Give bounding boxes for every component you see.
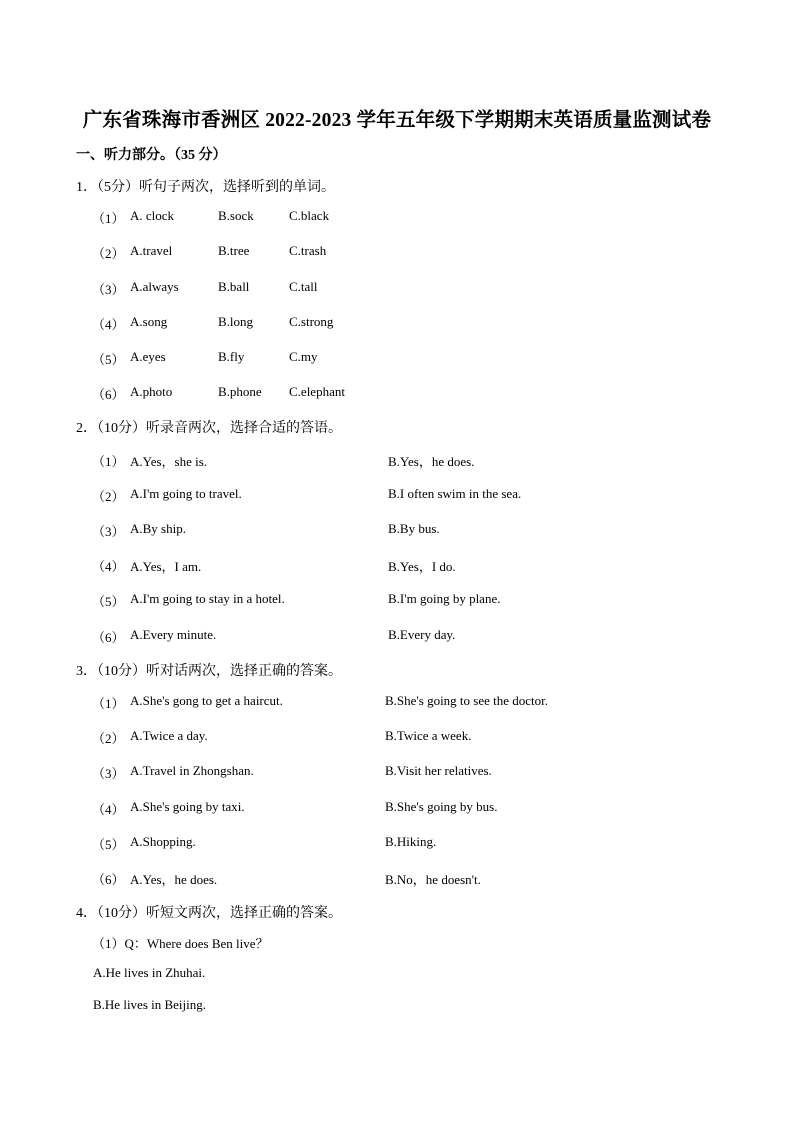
option-a: A.She's gong to get a haircut. (130, 693, 283, 708)
option-c: C.strong (289, 314, 334, 329)
item-number: （1） (92, 454, 125, 469)
option-a: A.I'm going to travel. (130, 486, 242, 501)
item-number: （3） (92, 524, 125, 539)
option-a: A.Shopping. (130, 834, 196, 849)
item-number: （1） (92, 696, 125, 711)
question-4-heading: 4．（10分）听短文两次，选择正确的答案。 (76, 906, 342, 921)
option-b: B.Visit her relatives. (385, 763, 492, 778)
option-a: A.Travel in Zhongshan. (130, 763, 254, 778)
option-b: B.No，he doesn't. (385, 872, 481, 887)
option-b: B.fly (218, 349, 245, 364)
option-b: B.She's going to see the doctor. (385, 693, 549, 708)
option-a: A.travel (130, 243, 173, 258)
option-b: B.By bus. (388, 521, 440, 536)
option-b: B.sock (218, 208, 254, 223)
question-1-heading: 1．（5分）听句子两次，选择听到的单词。 (76, 180, 335, 195)
option-a: A.Yes，she is. (130, 454, 208, 469)
item-number: （2） (92, 246, 125, 261)
option-b: B.She's going by bus. (385, 799, 498, 814)
section-heading-listening: 一、听力部分。（35 分） (76, 148, 227, 163)
option-b: B.Yes，I do. (388, 559, 456, 574)
option-c: C.trash (289, 243, 327, 258)
q4-option-a: A.He lives in Zhuhai. (93, 965, 206, 980)
option-a: A.By ship. (130, 521, 186, 536)
item-number: （2） (92, 731, 125, 746)
option-b: B.I often swim in the sea. (388, 486, 522, 501)
q4-subquestion-1: （1）Q：Where does Ben live？ (92, 936, 269, 951)
option-c: C.tall (289, 279, 318, 294)
item-number: （1） (92, 211, 125, 226)
item-number: （3） (92, 766, 125, 781)
option-a: A.Twice a day. (130, 728, 208, 743)
option-a: A.Yes，he does. (130, 872, 218, 887)
option-a: A. clock (130, 208, 175, 223)
option-a: A.always (130, 279, 179, 294)
option-a: A.Yes，I am. (130, 559, 202, 574)
option-b: B.tree (218, 243, 250, 258)
option-c: C.my (289, 349, 318, 364)
option-a: A.Every minute. (130, 627, 217, 642)
option-b: B.I'm going by plane. (388, 591, 501, 606)
item-number: （2） (92, 489, 125, 504)
option-a: A.photo (130, 384, 173, 399)
option-b: B.Hiking. (385, 834, 437, 849)
item-number: （4） (92, 802, 125, 817)
option-a: A.eyes (130, 349, 166, 364)
question-3-heading: 3．（10分）听对话两次，选择正确的答案。 (76, 664, 342, 679)
exam-title: 广东省珠海市香洲区 2022-2023 学年五年级下学期期末英语质量监测试卷 (82, 110, 712, 131)
question-2-heading: 2．（10分）听录音两次，选择合适的答语。 (76, 421, 342, 436)
item-number: （6） (92, 630, 125, 645)
option-b: B.phone (218, 384, 262, 399)
item-number: （4） (92, 317, 125, 332)
option-b: B.Yes，he does. (388, 454, 475, 469)
item-number: （5） (92, 837, 125, 852)
item-number: （4） (92, 559, 125, 574)
item-number: （3） (92, 282, 125, 297)
item-number: （5） (92, 352, 125, 367)
option-b: B.ball (218, 279, 250, 294)
option-a: A.She's going by taxi. (130, 799, 245, 814)
item-number: （5） (92, 594, 125, 609)
option-b: B.long (218, 314, 254, 329)
item-number: （6） (92, 872, 125, 887)
option-c: C.elephant (289, 384, 345, 399)
option-b: B.Twice a week. (385, 728, 472, 743)
option-a: A.song (130, 314, 168, 329)
option-c: C.black (289, 208, 330, 223)
item-number: （6） (92, 387, 125, 402)
option-b: B.Every day. (388, 627, 456, 642)
option-a: A.I'm going to stay in a hotel. (130, 591, 285, 606)
q4-option-b: B.He lives in Beijing. (93, 997, 207, 1012)
